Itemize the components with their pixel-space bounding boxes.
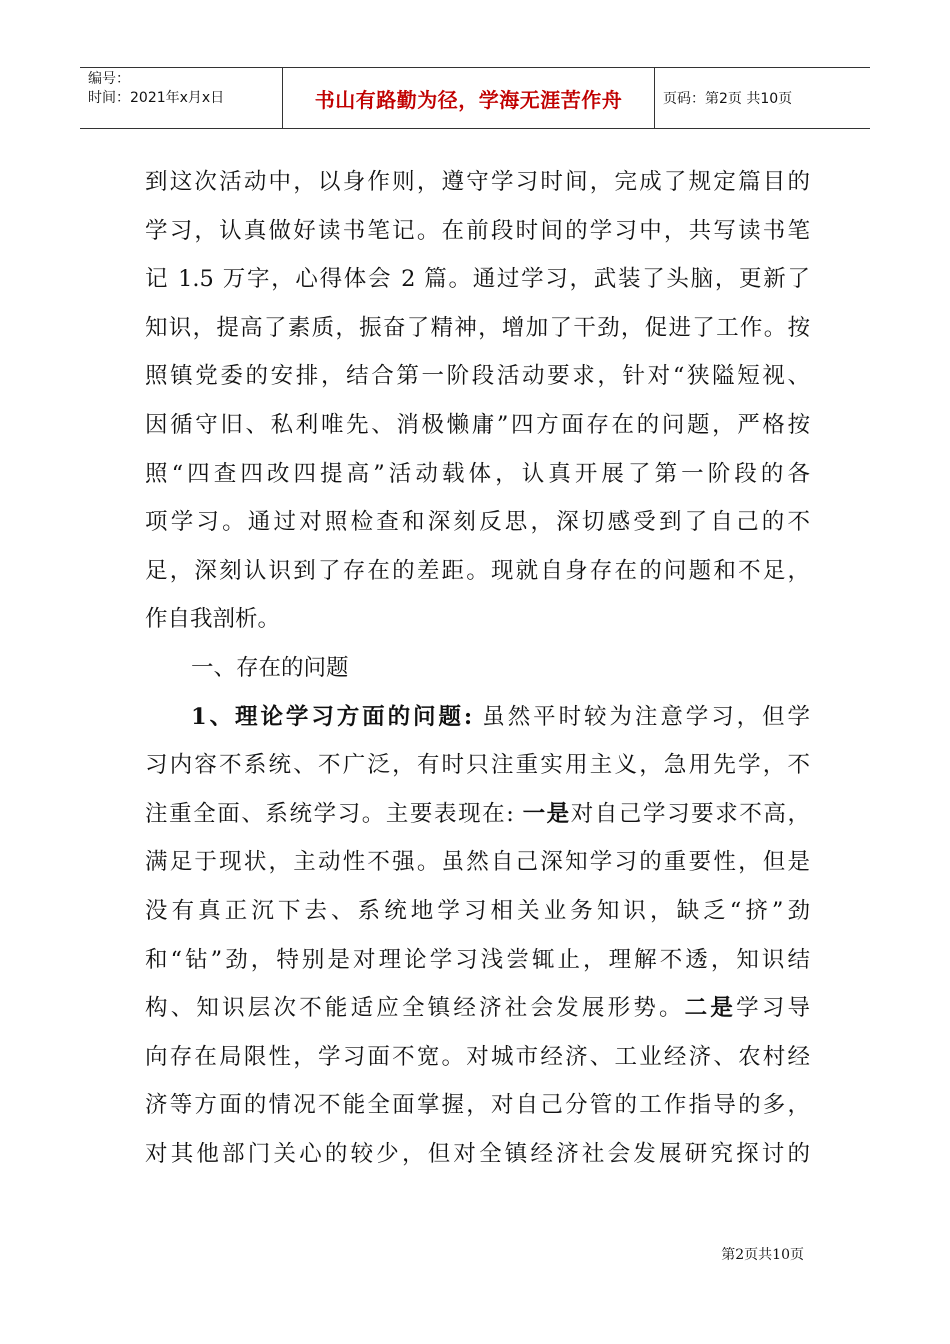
text-span: 注重全面、系统学习。主要表现在: <box>145 800 523 827</box>
text-line: 对其他部门关心的较少，但对全镇经济社会发展研究探讨的 <box>145 1140 810 1167</box>
text-line <box>145 790 810 839</box>
text-line: 知识，提高了素质，振奋了精神，增加了干劲，促进了工作。按 <box>145 314 810 341</box>
text-line: 因循守旧、私利唯先、消极懒庸”四方面存在的问题，严格按 <box>145 411 810 438</box>
header-meta <box>80 68 283 128</box>
section-heading: 一、存在的问题 <box>191 654 349 681</box>
text-line: 满足于现状，主动性不强。虽然自己深知学习的重要性，但是 <box>145 849 810 876</box>
text-line: 和“钻”劲，特别是对理论学习浅尝辄止，理解不透，知识结 <box>145 946 810 973</box>
text-line <box>145 693 810 742</box>
doc-date: 时间：2021年x月x日 <box>88 90 225 106</box>
text-line: 照镇党委的安排，结合第一阶段活动要求，针对“狭隘短视、 <box>145 363 810 390</box>
emphasis-ershi: 二是 <box>684 995 737 1022</box>
text-line: 习内容不系统、不广泛，有时只注重实用主义，急用先学，不 <box>145 752 810 779</box>
text-line <box>145 984 810 1033</box>
item-label: 1、理论学习方面的问题: <box>191 703 473 730</box>
text-line: 作自我剖析。 <box>145 606 281 633</box>
text-span: 构、知识层次不能适应全镇经济社会发展形势。 <box>145 995 685 1022</box>
text-line: 项学习。通过对照检查和深刻反思，深切感受到了自己的不 <box>145 509 810 536</box>
page-footer: 第2页共10页 <box>721 1247 804 1263</box>
header-motto: 书山有路勤为径，学海无涯苦作舟 <box>283 68 655 128</box>
text-span: 学习导 <box>736 995 810 1022</box>
emphasis-yishi: 一是 <box>522 800 571 827</box>
text-span: 对自己学习要求不高， <box>570 800 810 827</box>
text-line: 没有真正沉下去、系统地学习相关业务知识，缺乏“挤”劲 <box>145 897 810 924</box>
text-line: 向存在局限性，学习面不宽。对城市经济、工业经济、农村经 <box>145 1043 810 1070</box>
text-line: 足，深刻认识到了存在的差距。现就自身存在的问题和不足， <box>145 557 810 584</box>
text-line: 到这次活动中，以身作则，遵守学习时间，完成了规定篇目的 <box>145 169 810 195</box>
text-line: 照“四查四改四提高”活动载体，认真开展了第一阶段的各 <box>145 460 810 487</box>
text-line: 学习，认真做好读书笔记。在前段时间的学习中，共写读书笔 <box>145 217 810 244</box>
page-header <box>80 67 870 129</box>
document-body <box>145 158 810 1178</box>
text-line: 济等方面的情况不能全面掌握，对自己分管的工作指导的多， <box>145 1092 810 1119</box>
header-page-code: 页码：第2页 共10页 <box>663 91 793 107</box>
text-span: 虽然平时较为注意学习，但学 <box>472 703 810 730</box>
doc-number: 编号： <box>88 71 130 87</box>
text-line: 记 1.5 万字，心得体会 2 篇。通过学习，武装了头脑，更新了 <box>145 266 810 293</box>
